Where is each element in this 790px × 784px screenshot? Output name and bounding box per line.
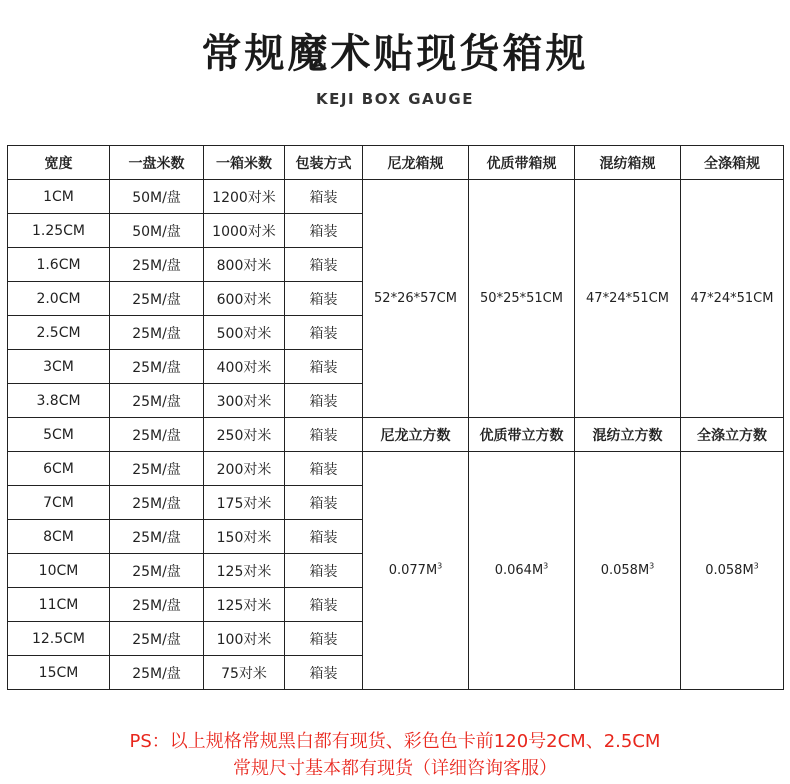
table-cell: 150对米: [204, 520, 285, 554]
table-cell: 800对米: [204, 248, 285, 282]
table-cell: 25M/盘: [110, 316, 204, 350]
table-cell: 3CM: [8, 350, 110, 384]
table-cell: 5CM: [8, 418, 110, 452]
volume-exponent: 3: [437, 561, 443, 571]
column-header: 宽度: [8, 146, 110, 180]
box-gauge-table: [7, 145, 784, 690]
volume-number: 0.058M: [600, 563, 650, 578]
footer-line-1: PS：以上规格常规黑白都有现货、彩色色卡前120号2CM、2.5CM: [129, 731, 661, 752]
box-gauge-value: 50*25*51CM: [469, 180, 575, 418]
table-cell: 8CM: [8, 520, 110, 554]
box-gauge-header: 全涤箱规: [681, 146, 784, 180]
volume-value: [575, 452, 681, 690]
table-cell: 75对米: [204, 656, 285, 690]
page-subtitle: KEJI BOX GAUGE: [316, 90, 474, 108]
table-cell: 11CM: [8, 588, 110, 622]
table-row: [8, 180, 784, 214]
table-cell: 25M/盘: [110, 656, 204, 690]
box-gauge-value: 52*26*57CM: [363, 180, 469, 418]
volume-exponent: 3: [543, 561, 549, 571]
table-cell: 10CM: [8, 554, 110, 588]
table-cell: 箱装: [285, 588, 363, 622]
table-cell: 1200对米: [204, 180, 285, 214]
table-cell: 25M/盘: [110, 554, 204, 588]
table-cell: 箱装: [285, 520, 363, 554]
footer-note: [0, 728, 790, 782]
table-row: [8, 418, 784, 452]
table-cell: 箱装: [285, 384, 363, 418]
table-cell: 箱装: [285, 214, 363, 248]
table-cell: 箱装: [285, 622, 363, 656]
table-cell: 25M/盘: [110, 588, 204, 622]
table-cell: 125对米: [204, 554, 285, 588]
table-cell: 箱装: [285, 282, 363, 316]
table-cell: 500对米: [204, 316, 285, 350]
volume-exponent: 3: [753, 561, 759, 571]
column-header: 一盘米数: [110, 146, 204, 180]
table-cell: 箱装: [285, 248, 363, 282]
table-cell: 600对米: [204, 282, 285, 316]
table-cell: 1000对米: [204, 214, 285, 248]
box-gauge-value: 47*24*51CM: [681, 180, 784, 418]
page-title: 常规魔术贴现货箱规: [201, 31, 589, 77]
table-cell: 25M/盘: [110, 452, 204, 486]
column-header: 一箱米数: [204, 146, 285, 180]
table-cell: 25M/盘: [110, 486, 204, 520]
table-cell: 箱装: [285, 554, 363, 588]
table-cell: 7CM: [8, 486, 110, 520]
table-cell: 250对米: [204, 418, 285, 452]
table-cell: 2.5CM: [8, 316, 110, 350]
footer-line-2: 常规尺寸基本都有现货（详细咨询客服）: [233, 758, 557, 779]
table-cell: 25M/盘: [110, 248, 204, 282]
box-gauge-header: 混纺箱规: [575, 146, 681, 180]
volume-header: 全涤立方数: [681, 418, 784, 452]
volume-number: 0.064M: [494, 563, 544, 578]
table-cell: 25M/盘: [110, 282, 204, 316]
table-cell: 1.6CM: [8, 248, 110, 282]
table-cell: 400对米: [204, 350, 285, 384]
table-cell: 箱装: [285, 656, 363, 690]
table-cell: 25M/盘: [110, 622, 204, 656]
table-cell: 175对米: [204, 486, 285, 520]
table-cell: 25M/盘: [110, 350, 204, 384]
volume-number: 0.077M: [388, 563, 438, 578]
column-header: 包装方式: [285, 146, 363, 180]
volume-value: [681, 452, 784, 690]
table-cell: 100对米: [204, 622, 285, 656]
table-cell: 1CM: [8, 180, 110, 214]
volume-number: 0.058M: [705, 563, 754, 578]
box-gauge-header: 尼龙箱规: [363, 146, 469, 180]
table-cell: 200对米: [204, 452, 285, 486]
volume-header: 优质带立方数: [469, 418, 575, 452]
table-cell: 50M/盘: [110, 180, 204, 214]
table-cell: 箱装: [285, 180, 363, 214]
table-cell: 25M/盘: [110, 384, 204, 418]
table-cell: 2.0CM: [8, 282, 110, 316]
table-row: [8, 452, 784, 486]
box-gauge-header: 优质带箱规: [469, 146, 575, 180]
table-cell: 25M/盘: [110, 520, 204, 554]
volume-header: 尼龙立方数: [363, 418, 469, 452]
volume-value: [469, 452, 575, 690]
table-cell: 12.5CM: [8, 622, 110, 656]
volume-value: [363, 452, 469, 690]
table-cell: 箱装: [285, 418, 363, 452]
table-cell: 箱装: [285, 452, 363, 486]
table-cell: 箱装: [285, 316, 363, 350]
table-cell: 3.8CM: [8, 384, 110, 418]
table-cell: 125对米: [204, 588, 285, 622]
table-cell: 300对米: [204, 384, 285, 418]
box-gauge-value: 47*24*51CM: [575, 180, 681, 418]
table-cell: 6CM: [8, 452, 110, 486]
table-cell: 25M/盘: [110, 418, 204, 452]
table-cell: 箱装: [285, 350, 363, 384]
table-cell: 50M/盘: [110, 214, 204, 248]
volume-exponent: 3: [649, 561, 655, 571]
table-header-row: [8, 146, 784, 180]
table-cell: 箱装: [285, 486, 363, 520]
table-cell: 1.25CM: [8, 214, 110, 248]
table-cell: 15CM: [8, 656, 110, 690]
volume-header: 混纺立方数: [575, 418, 681, 452]
